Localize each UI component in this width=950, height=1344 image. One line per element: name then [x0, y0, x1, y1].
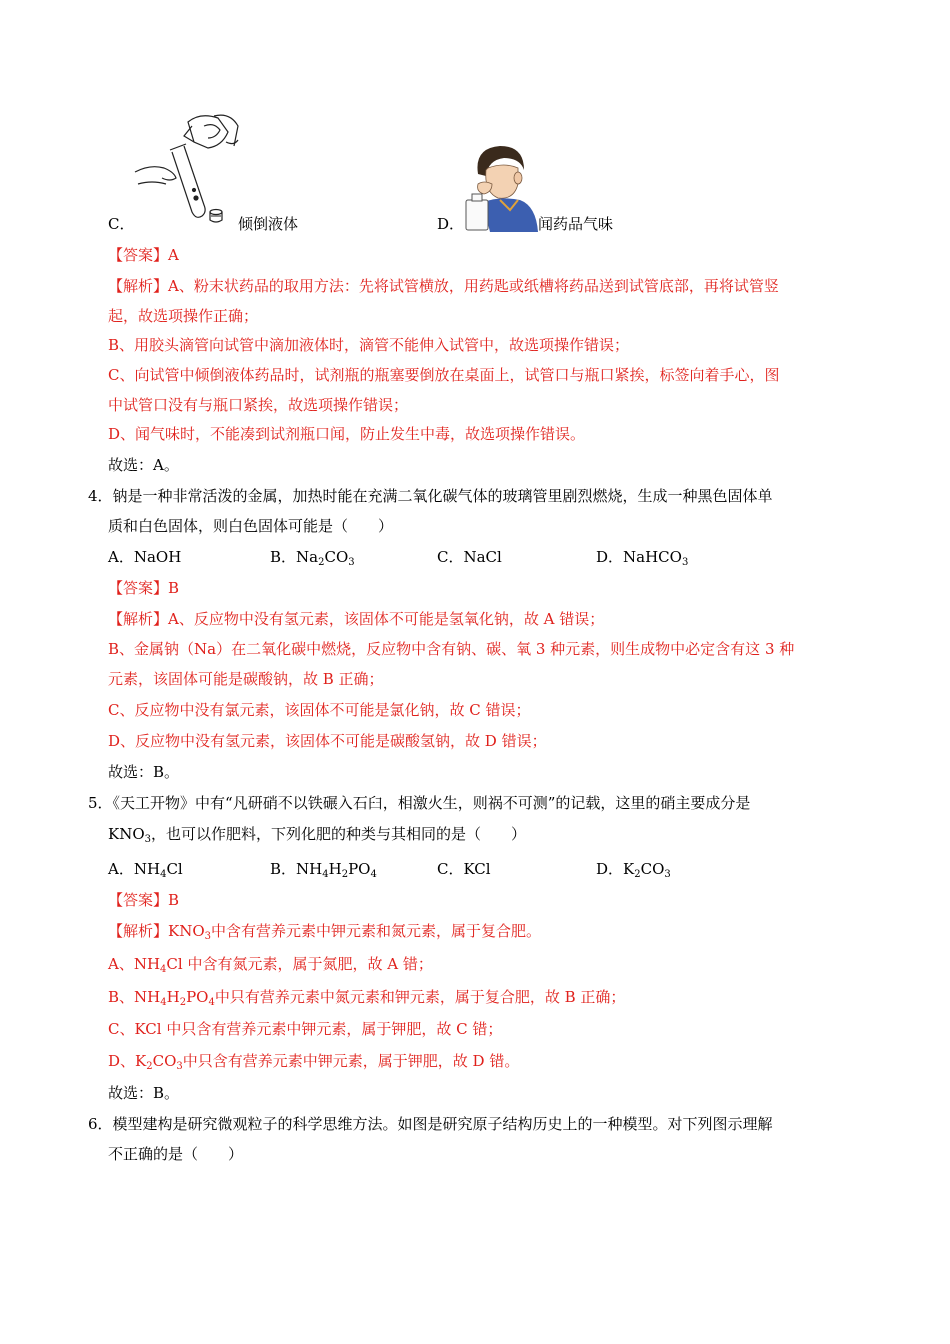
- q5-option-c: [437, 859, 491, 879]
- q4-analysis-line-4: C、反应物中没有氯元素，该固体不可能是氯化钠，故 C 错误；: [108, 701, 531, 719]
- q4-analysis-line-3: 元素，该固体可能是碳酸钠，故 B 正确；: [108, 670, 384, 688]
- q6-stem-line-1: 6．模型建构是研究微观粒子的科学思维方法。如图是研究原子结构历史上的一种模型。对下列图示理解: [88, 1115, 773, 1133]
- q5-answer: 【答案】B: [108, 891, 180, 909]
- q5-option-d-text: K: [623, 860, 635, 878]
- q4-analysis-line-5: D、反应物中没有氢元素，该固体不可能是碳酸氢钠，故 D 错误；: [108, 732, 547, 750]
- q4-option-b-text: CO: [324, 548, 349, 566]
- q5-option-d-sub: 3: [664, 869, 671, 880]
- q5-stem-line-1: 5．《天工开物》中有“凡研硝不以铁碾入石臼，相激火生，则祸不可测”的记载，这里的硝主要成分是: [88, 794, 751, 812]
- q5-analysis-text: A、NH: [108, 955, 161, 973]
- q4-option-d-letter: D．: [596, 548, 624, 566]
- q4-option-b-text: Na: [296, 548, 319, 566]
- q5-analysis-text: 【解析】KNO: [108, 922, 205, 940]
- q3-analysis-line-6: D、闻气味时，不能凑到试剂瓶口闻，防止发生中毒，故选项操作错误。: [108, 425, 586, 443]
- q4-option-b: [270, 547, 355, 567]
- q4-option-d: [596, 547, 688, 567]
- q5-analysis-line-3: [108, 987, 625, 1007]
- q3-analysis-line-2: 起，故选项操作正确；: [108, 307, 259, 325]
- q5-analysis-text: H: [166, 988, 180, 1006]
- q5-analysis-text: CO: [152, 1052, 177, 1070]
- q4-option-b-sub: 3: [348, 557, 355, 568]
- q5-option-b-text: NH: [296, 860, 323, 878]
- q5-analysis-line-4: C、KCl 中只含有营养元素中钾元素，属于钾肥，故 C 错；: [108, 1020, 503, 1038]
- q5-analysis-sub: 2: [146, 1061, 153, 1072]
- q3-option-d-letter: D．: [437, 215, 465, 233]
- q5-option-a-text: Cl: [166, 860, 183, 878]
- q5-analysis-sub: 4: [160, 964, 167, 975]
- q4-option-c: [437, 547, 502, 567]
- q5-analysis-text: 中含有营养元素中钾元素和氮元素，属于复合肥。: [211, 922, 542, 940]
- q5-analysis-sub: 4: [160, 997, 167, 1008]
- q4-option-b-sub: 2: [318, 557, 325, 568]
- q4-option-c-letter: C．: [437, 548, 464, 566]
- q4-option-a: [108, 547, 181, 567]
- q5-option-b-text: PO: [348, 860, 371, 878]
- q3-analysis-line-1: 【解析】A、粉末状药品的取用方法：先将试管横放，用药匙或纸槽将药品送到试管底部，再将试管竖: [108, 277, 779, 295]
- q5-analysis-text: 中只含有营养元素中钾元素，属于钾肥，故 D 错。: [182, 1052, 520, 1070]
- q5-choice: 故选：B。: [108, 1084, 180, 1102]
- q5-option-a: [108, 859, 183, 879]
- q3-analysis-line-4: C、向试管中倾倒液体药品时，试剂瓶的瓶塞要倒放在桌面上，试管口与瓶口紧挨，标签向着手心，图: [108, 366, 780, 384]
- q4-choice: 故选：B。: [108, 763, 180, 781]
- q5-analysis-line-2: [108, 954, 433, 974]
- q4-answer: 【答案】B: [108, 579, 180, 597]
- q4-option-b-letter: B．: [270, 548, 297, 566]
- q5-analysis-sub: 2: [179, 997, 187, 1008]
- q5-analysis-sub: 3: [204, 931, 212, 942]
- q4-option-a-text: NaOH: [133, 548, 182, 566]
- q5-analysis-line-5: [108, 1051, 519, 1071]
- q3-option-c-caption: 倾倒液体: [238, 215, 299, 233]
- q4-analysis-line-2: B、金属钠（Na）在二氧化碳中燃烧，反应物中含有钠、碳、氧 3 种元素，则生成物中必定含有这 3 种: [108, 640, 795, 658]
- q5-option-d-sub: 2: [634, 869, 641, 880]
- q5-analysis-sub: 4: [208, 997, 215, 1008]
- q4-stem-line-2: 质和白色固体，则白色固体可能是（ ）: [108, 517, 394, 535]
- q5-analysis-text: 中只有营养元素中氮元素和钾元素，属于复合肥，故 B 正确；: [214, 988, 626, 1006]
- q5-analysis-text: B、NH: [108, 988, 161, 1006]
- pouring-liquid-illustration: [130, 112, 240, 222]
- q5-option-b-sub: 4: [322, 869, 329, 880]
- q3-analysis-line-3: B、用胶头滴管向试管中滴加液体时，滴管不能伸入试管中，故选项操作错误；: [108, 336, 630, 354]
- q5-option-b-sub: 4: [370, 869, 377, 880]
- q4-option-d-sub: 3: [681, 557, 689, 568]
- q4-stem-line-1: 4．钠是一种非常活泼的金属，加热时能在充满二氧化碳气体的玻璃管里剧烈燃烧，生成一种黑色固体单: [88, 487, 773, 505]
- q5-option-b-letter: B．: [270, 860, 297, 878]
- q4-analysis-line-1: 【解析】A、反应物中没有氢元素，该固体不可能是氢氧化钠，故 A 错误；: [108, 610, 605, 628]
- q5-option-d-text: CO: [640, 860, 665, 878]
- q5-option-b-text: H: [328, 860, 342, 878]
- q5-option-d: [596, 859, 671, 879]
- q5-stem-text: KNO: [108, 825, 145, 843]
- q3-option-c-letter: C．: [108, 215, 135, 233]
- q5-option-c-text: KCl: [463, 860, 491, 878]
- q5-option-c-letter: C．: [437, 860, 464, 878]
- bottle-stopper-icon: [208, 208, 224, 224]
- q4-option-a-letter: A．: [108, 548, 134, 566]
- q4-option-c-text: NaCl: [463, 548, 502, 566]
- q3-choice: 故选：A。: [108, 456, 179, 474]
- q5-option-d-letter: D．: [596, 860, 624, 878]
- q5-stem-sub: 3: [144, 834, 152, 845]
- q3-answer: 【答案】A: [108, 246, 179, 264]
- q5-analysis-text: D、K: [108, 1052, 147, 1070]
- q5-analysis-text: PO: [186, 988, 209, 1006]
- q5-option-a-sub: 4: [160, 869, 167, 880]
- q5-option-b-sub: 2: [341, 869, 349, 880]
- q4-option-d-text: NaHCO: [623, 548, 682, 566]
- q5-option-a-letter: A．: [108, 860, 134, 878]
- q5-analysis-sub: 3: [176, 1061, 183, 1072]
- q5-analysis-text: Cl 中含有氮元素，属于氮肥，故 A 错；: [166, 955, 433, 973]
- q5-stem-line-2: [108, 824, 526, 844]
- smelling-chemical-illustration: [464, 140, 540, 232]
- q3-analysis-line-5: 中试管口没有与瓶口紧挨，故选项操作错误；: [108, 396, 409, 414]
- q5-option-a-text: NH: [133, 860, 161, 878]
- q5-stem-text: ，也可以作肥料，下列化肥的种类与其相同的是（ ）: [151, 825, 527, 843]
- q3-option-d-caption: 闻药品气味: [538, 215, 614, 233]
- q5-analysis-line-1: [108, 921, 541, 941]
- q6-stem-line-2: 不正确的是（ ）: [108, 1145, 244, 1163]
- q5-option-b: [270, 859, 377, 879]
